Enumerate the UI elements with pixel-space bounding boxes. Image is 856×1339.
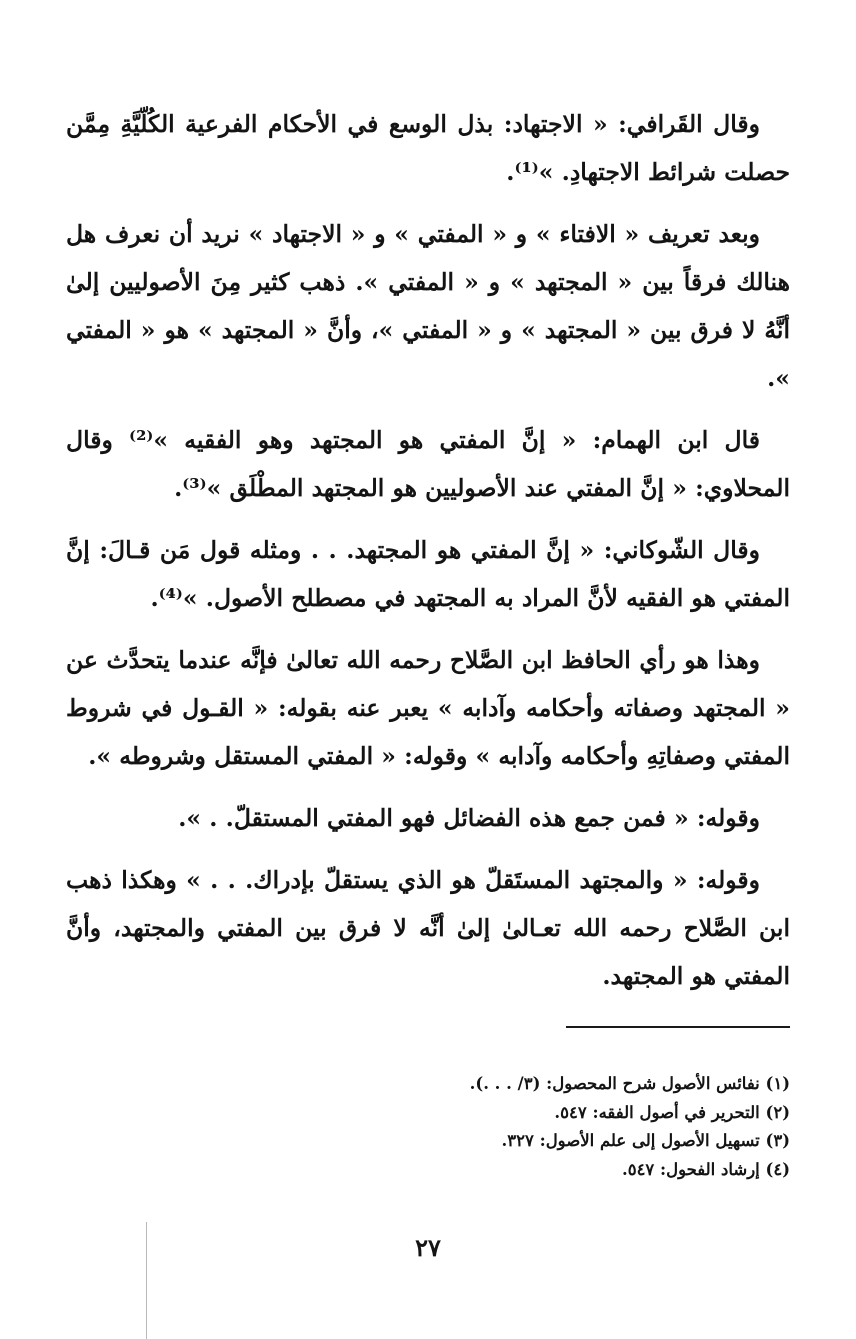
footnotes bbox=[66, 1070, 790, 1184]
footnote-2: (٢) التحرير في أصول الفقه: ٥٤٧. bbox=[554, 1102, 790, 1122]
footnote-separator bbox=[566, 1026, 790, 1028]
main-text bbox=[66, 100, 790, 1014]
footnote-1: (١) نفائس الأصول شرح المحصول: (٣/ . . .). bbox=[469, 1074, 790, 1093]
paragraph-definitions: وبعد تعريف « الافتاء » و « المفتي » و « الاجتهاد » نريد أن نعرف هل هنالك فرقاً بين « المجتهد » و « المفتي ». ذهب كثير مِنَ الأصوليين إلىٰ أنَّهُ لا فرق بين « المجتهد » و « المفتي »، وأنَّ « المجتهد » هو « المفتي ». bbox=[66, 220, 790, 392]
page-number: ٢٧ bbox=[415, 1233, 441, 1262]
paragraph-conclusion: وقوله: « والمجتهد المستَقلّ هو الذي يستقلّ بإدراك. . . » وهكذا ذهب ابن الصَّلاح رحمه الله تعـالىٰ إلىٰ أنَّه لا فرق بين المفتي والمجتهد، وأنَّ المفتي هو المجتهد. bbox=[66, 866, 790, 990]
footnote-3: (٣) تسهيل الأصول إلى علم الأصول: ٣٢٧. bbox=[501, 1131, 790, 1150]
paragraph-ibn-alhumam: قال ابن الهمام: « إنَّ المفتي هو المجتهد وهو الفقيه »⁽²⁾ وقال المحلاوي: « إنَّ المفتي عند الأصوليين هو المجتهد المطْلَق »⁽³⁾. bbox=[66, 426, 790, 502]
paragraph-quote-virtues: وقوله: « فمن جمع هذه الفضائل فهو المفتي المستقلّ. . ». bbox=[178, 804, 760, 832]
paragraph-ibn-alsalah: وهذا هو رأي الحافظ ابن الصَّلاح رحمه الله تعالىٰ فإنَّه عندما يتحدَّث عن « المجتهد وصفاته وأحكامه وآدابه » يعبر عنه بقوله: « القـول في شروط المفتي وصفاتِهِ وأحكامه وآدابه » وقوله: « المفتي المستقل وشروطه ». bbox=[66, 646, 790, 770]
footnote-4: (٤) إرشاد الفحول: ٥٤٧. bbox=[621, 1159, 790, 1179]
paragraph-shawkani: وقال الشّوكاني: « إنَّ المفتي هو المجتهد. . . ومثله قول مَن قـالَ: إنَّ المفتي هو الفقيه لأنَّ المراد به المجتهد في مصطلح الأصول. »⁽⁴⁾. bbox=[66, 536, 790, 612]
paragraph-qarafi: وقال القَرافي: « الاجتهاد: بذل الوسع في الأحكام الفرعية الكُلّيَّةِ مِمَّن حصلت شرائط الاجتهادِ. »⁽¹⁾. bbox=[66, 110, 790, 186]
